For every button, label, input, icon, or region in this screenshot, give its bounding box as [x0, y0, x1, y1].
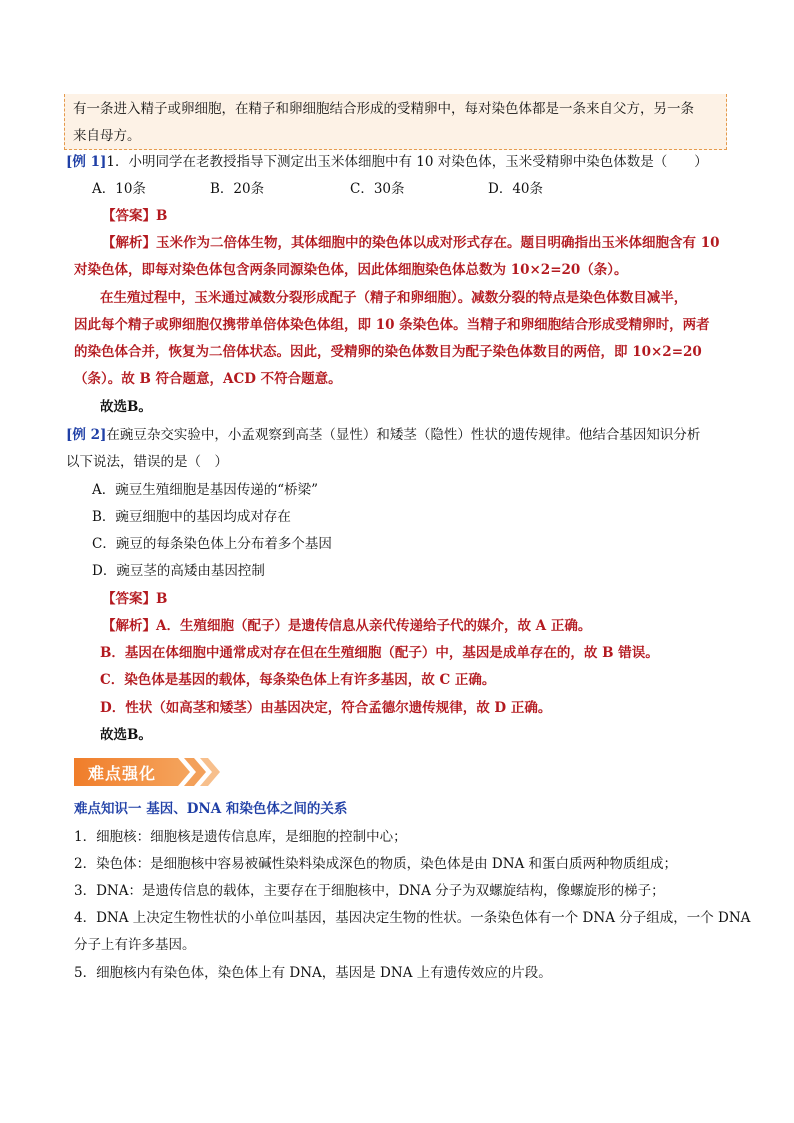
analysis-text: 玉米作为二倍体生物，其体细胞中的染色体以成对形式存在。题目明确指出玉米体细胞含有 10 — [156, 235, 720, 251]
example-2-question-line-2: 以下说法，错误的是（ ） — [66, 454, 228, 470]
example-1-analysis-line-5: 的染色体合并，恢复为二倍体状态。因此，受精卵的染色体数目为配子染色体数目的两倍，即 10×2=20 — [74, 344, 702, 360]
option-b: B．20条 — [210, 181, 265, 197]
knowledge-note-box — [64, 94, 727, 150]
banner-label: 难点强化 — [88, 764, 157, 783]
example-2-option-b: B．豌豆细胞中的基因均成对存在 — [92, 509, 291, 525]
note-line-2: 来自母方。 — [73, 128, 141, 144]
example-2-option-c: C．豌豆的每条染色体上分布着多个基因 — [92, 536, 332, 552]
example-2-analysis-line-3: C．染色体是基因的载体，每条染色体上有许多基因，故 C 正确。 — [100, 672, 496, 688]
option-d: D．40条 — [488, 181, 544, 197]
knowledge-item-1: 1．细胞核：细胞核是遗传信息库，是细胞的控制中心； — [74, 829, 407, 845]
example-2-answer: 【答案】B — [102, 591, 168, 607]
note-line-1: 有一条进入精子或卵细胞，在精子和卵细胞结合形成的受精卵中，每对染色体都是一条来自父方，另一条 — [73, 101, 694, 117]
example-2-option-d: D．豌豆茎的高矮由基因控制 — [92, 563, 265, 579]
example-2-conclusion: 故选B。 — [100, 727, 152, 743]
knowledge-item-5: 5．细胞核内有染色体，染色体上有 DNA，基因是 DNA 上有遗传效应的片段。 — [74, 965, 552, 981]
option-a: A．10条 — [92, 181, 146, 197]
example-1-analysis-line-1 — [102, 233, 720, 253]
knowledge-item-3: 3．DNA：是遗传信息的载体，主要存在于细胞核中，DNA 分子为双螺旋结构，像螺旋形的梯子； — [74, 883, 665, 899]
example-1-analysis-line-2: 对染色体，即每对染色体包含两条同源染色体，因此体细胞染色体总数为 10×2=20（条）。 — [74, 262, 628, 278]
analysis-text: A．生殖细胞（配子）是遗传信息从亲代传递给子代的媒介，故 A 正确。 — [156, 618, 592, 634]
example-1-tag: [例 1] — [66, 154, 107, 170]
knowledge-item-4-cont: 分子上有许多基因。 — [74, 937, 196, 953]
example-2-question-text: 在豌豆杂交实验中，小孟观察到高茎（显性）和矮茎（隐性）性状的遗传规律。他结合基因知识分析 — [106, 427, 701, 443]
example-1-conclusion: 故选B。 — [100, 399, 152, 415]
example-2-analysis-line-2: B．基因在体细胞中通常成对存在但在生殖细胞（配子）中，基因是成单存在的，故 B 错误。 — [100, 645, 659, 661]
section-title: 难点知识一 基因、DNA 和染色体之间的关系 — [74, 801, 348, 817]
example-2-analysis-line-4: D．性状（如高茎和矮茎）由基因决定，符合孟德尔遗传规律，故 D 正确。 — [100, 700, 552, 716]
knowledge-item-2: 2．染色体：是细胞核中容易被碱性染料染成深色的物质，染色体是由 DNA 和蛋白质两种物质组成； — [74, 856, 678, 872]
example-1-question-text: 1．小明同学在老教授指导下测定出玉米体细胞中有 10 对染色体，玉米受精卵中染色体数是（ ） — [106, 154, 708, 170]
example-2-analysis-line-1 — [102, 616, 591, 636]
example-2-question-line-1 — [66, 425, 700, 445]
example-1-options — [92, 179, 543, 199]
knowledge-item-4: 4．DNA 上决定生物性状的小单位叫基因，基因决定生物的性状。一条染色体有一个 DNA 分子组成，一个 DNA — [74, 910, 751, 926]
example-2-tag: [例 2] — [66, 427, 107, 443]
analysis-label: 【解析】 — [102, 618, 156, 634]
option-c: C．30条 — [350, 181, 405, 197]
example-1-analysis-line-3: 在生殖过程中，玉米通过减数分裂形成配子（精子和卵细胞）。减数分裂的特点是染色体数目减半， — [100, 290, 688, 306]
section-banner — [74, 758, 224, 786]
example-1-analysis-line-6: （条）。故 B 符合题意，ACD 不符合题意。 — [74, 371, 342, 387]
example-1-analysis-line-4: 因此每个精子或卵细胞仅携带单倍体染色体组，即 10 条染色体。当精子和卵细胞结合形成受精卵时，两者 — [74, 317, 710, 333]
example-1-question — [66, 152, 708, 172]
analysis-label: 【解析】 — [102, 235, 156, 251]
example-2-option-a: A．豌豆生殖细胞是基因传递的“桥梁” — [92, 482, 319, 498]
example-1-answer: 【答案】B — [102, 208, 168, 224]
